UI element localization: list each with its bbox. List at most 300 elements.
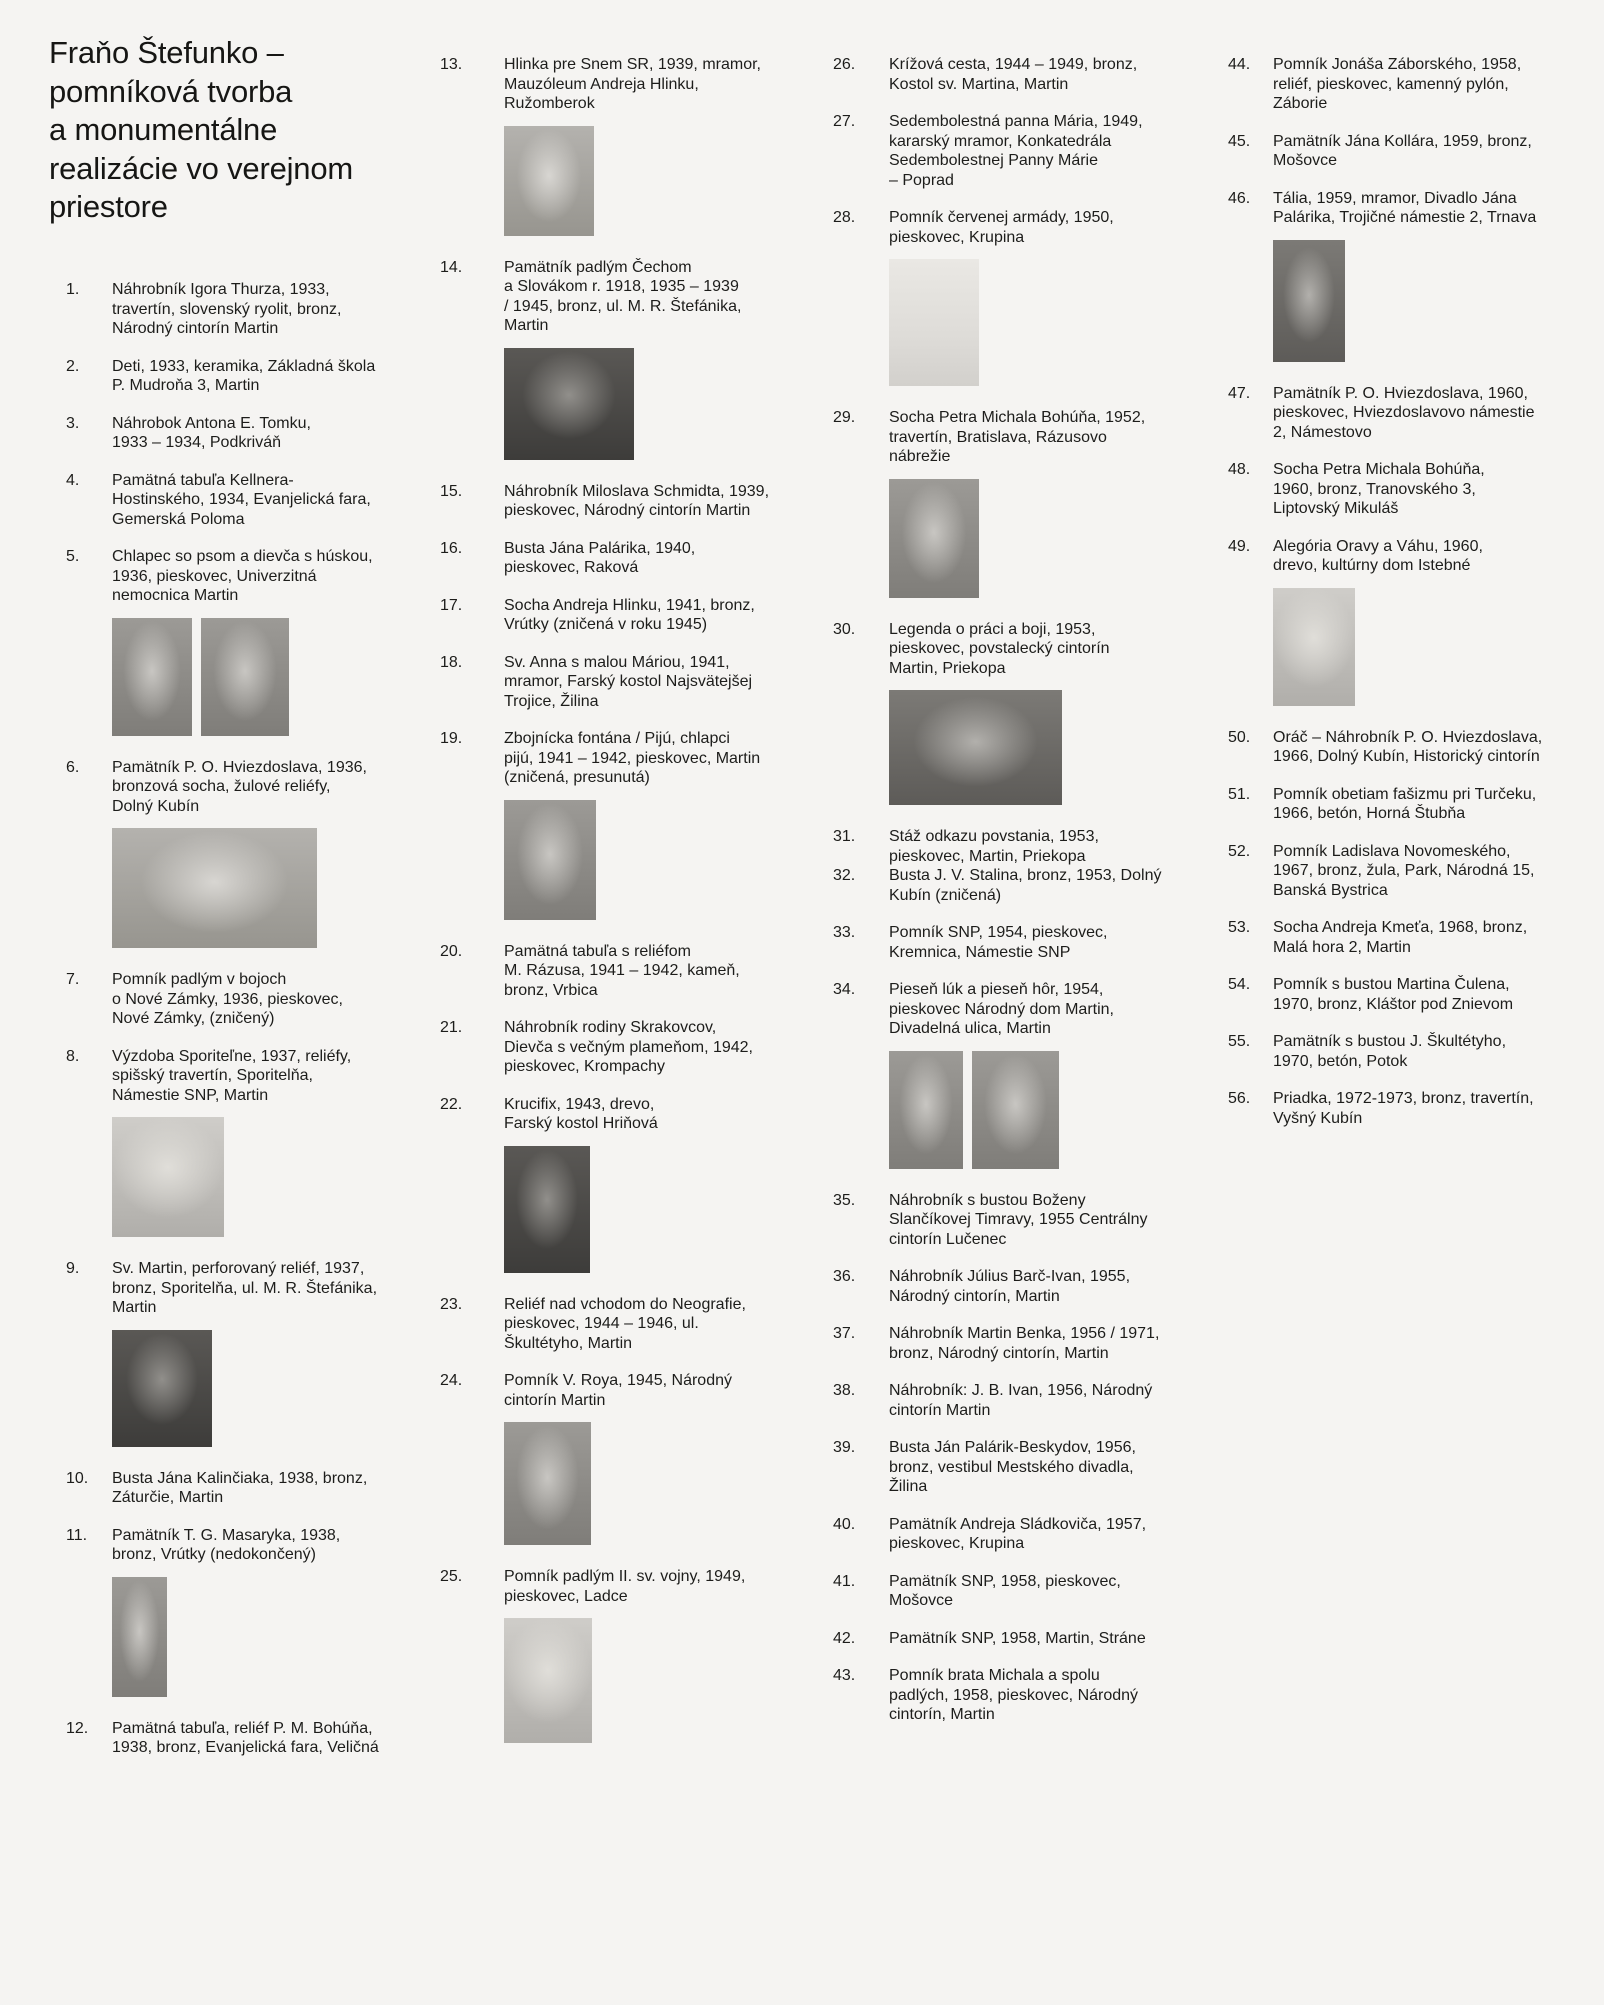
- entry-item: [833, 1629, 1185, 1649]
- sporitelna-relief-photo: [112, 1117, 224, 1237]
- entry-text-line: Sedembolestnej Panny Márie: [889, 152, 1099, 169]
- entry-photos: [112, 1330, 402, 1447]
- entry-number: 39.: [833, 1439, 856, 1456]
- entry-body: [889, 1324, 1185, 1363]
- page-title-line: realizácie vo verejnom: [49, 150, 354, 186]
- entry-item: [833, 1438, 1185, 1497]
- entry-text-line: nemocnica Martin: [112, 587, 239, 604]
- entry-text-line: M. Rázusa, 1941 – 1942, kameň,: [504, 962, 740, 979]
- entry-item: [1228, 785, 1578, 824]
- entry-number: 37.: [833, 1325, 856, 1342]
- entry-number: 3.: [66, 414, 80, 432]
- entry-item: [833, 1324, 1185, 1363]
- entry-body: [1273, 460, 1578, 519]
- entry-number: 13.: [440, 56, 463, 73]
- entry-text-line: mramor, Farský kostol Najsvätejšej: [504, 673, 753, 690]
- entry-number: 42.: [833, 1629, 856, 1647]
- entry-body: [504, 1371, 780, 1549]
- entry-item: [1228, 537, 1578, 710]
- entry-text-line: 1966, Dolný Kubín, Historický cintorín: [1273, 748, 1540, 765]
- entry-item: [833, 1381, 1185, 1420]
- entry-text-line: P. Mudroňa 3, Martin: [112, 377, 260, 394]
- entry-photos: [112, 618, 402, 736]
- entry-item: [66, 1719, 402, 1758]
- entry-text-line: Náhrobník Igora Thurza, 1933,: [112, 281, 330, 298]
- entry-number: 48.: [1228, 461, 1251, 478]
- entry-text-line: bronzová socha, žulové reliéfy,: [112, 778, 331, 795]
- ladce-monument-photo: [504, 1618, 592, 1743]
- entry-number: 33.: [833, 924, 856, 941]
- entry-body: [889, 208, 1185, 390]
- entry-number: 44.: [1228, 56, 1251, 73]
- red-army-monument-sketch-photo: [889, 259, 979, 386]
- entry-text-line: Národný cintorín Martin: [112, 320, 279, 337]
- entry-text-line: Pomník brata Michala a spolu: [889, 1667, 1100, 1684]
- entry-body: [889, 980, 1185, 1173]
- entry-number: 4.: [66, 471, 80, 489]
- entry-text-line: pieskovec, Krompachy: [504, 1058, 665, 1075]
- entry-text-line: Oráč – Náhrobník P. O. Hviezdoslava,: [1273, 728, 1543, 746]
- entry-body: [889, 866, 1185, 905]
- entry-item: [833, 55, 1185, 94]
- entry-text-line: Busta Ján Palárik-Beskydov, 1956,: [889, 1439, 1136, 1456]
- entry-body: [504, 942, 780, 1001]
- entry-item: [1228, 189, 1578, 366]
- entry-body: [889, 620, 1185, 810]
- entry-text-line: Náhrobok Antona E. Tomku,: [112, 414, 311, 432]
- entry-item: [66, 1047, 402, 1242]
- entry-number: 27.: [833, 113, 856, 130]
- entry-text-line: Pamätník s bustou J. Škultétyho,: [1273, 1033, 1507, 1050]
- entry-text-line: bronz, vestibul Mestského divadla,: [889, 1458, 1134, 1476]
- entry-text-line: nábrežie: [889, 448, 951, 465]
- entry-number: 15.: [440, 482, 463, 500]
- entry-photos: [504, 1422, 780, 1545]
- entry-text-line: cintorín Martin: [889, 1401, 991, 1419]
- entry-body: [504, 55, 780, 240]
- entry-text-line: Socha Petra Michala Bohúňa, 1952,: [889, 409, 1146, 426]
- entry-text-line: Záturčie, Martin: [112, 1489, 224, 1506]
- entry-photos: [112, 828, 402, 948]
- entry-item: [833, 620, 1185, 810]
- entry-text-line: Pamätná tabuľa, reliéf P. M. Bohúňa,: [112, 1719, 373, 1737]
- entry-item: [440, 729, 780, 924]
- entry-number: 38.: [833, 1382, 856, 1399]
- entry-text-line: Divadelná ulica, Martin: [889, 1020, 1051, 1037]
- page-title-line: priestore: [49, 189, 168, 224]
- entry-body: [112, 1469, 402, 1508]
- entry-item: [1228, 975, 1578, 1014]
- entry-text-line: Dolný Kubín: [112, 797, 200, 815]
- entry-number: 14.: [440, 258, 463, 276]
- talia-statue-photo: [1273, 240, 1345, 362]
- legenda-relief-photo: [889, 690, 1062, 805]
- entry-item: [66, 280, 402, 339]
- entry-number: 30.: [833, 620, 856, 638]
- entry-number: 41.: [833, 1572, 856, 1590]
- entry-photos: [889, 1051, 1185, 1169]
- entry-body: [889, 55, 1185, 94]
- dievca-s-huskou-photo: [201, 618, 289, 736]
- entry-body: [1273, 975, 1578, 1014]
- entry-photos: [504, 348, 780, 460]
- entry-item: [440, 596, 780, 635]
- entry-item: [440, 1295, 780, 1354]
- column-1: [66, 280, 402, 1776]
- entry-body: [504, 653, 780, 712]
- entry-number: 56.: [1228, 1090, 1251, 1107]
- entry-text-line: Socha Andreja Kmeťa, 1968, bronz,: [1273, 919, 1528, 936]
- entry-text-line: Pamätník P. O. Hviezdoslava, 1960,: [1273, 384, 1528, 402]
- entry-text-line: Pamätná tabuľa Kellnera-: [112, 471, 294, 489]
- hviezdoslav-monument-photo: [112, 828, 317, 948]
- entry-body: [889, 1629, 1185, 1649]
- entry-text-line: Priadka, 1972-1973, bronz, travertín,: [1273, 1090, 1534, 1107]
- entry-body: [889, 1515, 1185, 1554]
- entry-text-line: 1936, pieskovec, Univerzitná: [112, 567, 317, 585]
- bohun-statue-photo: [889, 479, 979, 598]
- entry-number: 16.: [440, 539, 463, 557]
- entry-text-line: Náhrobník Július Barč-Ivan, 1955,: [889, 1268, 1131, 1285]
- entry-body: [112, 471, 402, 530]
- entry-text-line: Náhrobník s bustou Boženy: [889, 1191, 1086, 1209]
- entry-item: [833, 1267, 1185, 1306]
- entry-text-line: Pomník SNP, 1954, pieskovec,: [889, 924, 1108, 941]
- entry-text-line: Liptovský Mikuláš: [1273, 500, 1399, 517]
- piesen-hor-photo: [972, 1051, 1059, 1169]
- entry-body: [889, 1267, 1185, 1306]
- entry-photos: [889, 690, 1185, 805]
- entry-item: [1228, 1032, 1578, 1071]
- page-title: [49, 34, 353, 227]
- entry-text-line: Mošovce: [1273, 152, 1338, 169]
- entry-number: 36.: [833, 1268, 856, 1285]
- entry-body: [889, 1381, 1185, 1420]
- entry-text-line: pieskovec, Krupina: [889, 1535, 1025, 1552]
- entry-number: 53.: [1228, 919, 1251, 936]
- entry-text-line: Nové Zámky, (zničený): [112, 1010, 275, 1027]
- entry-body: [1273, 918, 1578, 957]
- entry-body: [889, 1666, 1185, 1725]
- entry-text-line: – Poprad: [889, 171, 954, 189]
- entry-text-line: Výzdoba Sporiteľne, 1937, reliéfy,: [112, 1047, 352, 1065]
- entry-body: [504, 258, 780, 464]
- entry-number: 2.: [66, 357, 80, 375]
- entry-text-line: Zbojnícka fontána / Pijú, chlapci: [504, 730, 730, 747]
- entry-text-line: Dievča s večným plameňom, 1942,: [504, 1038, 753, 1056]
- entry-text-line: Kubín (zničená): [889, 886, 1002, 904]
- entry-item: [1228, 55, 1578, 114]
- entry-text-line: Mauzóleum Andreja Hlinku,: [504, 75, 699, 93]
- entry-body: [889, 827, 1185, 866]
- entry-body: [1273, 842, 1578, 901]
- entry-text-line: Pomník červenej armády, 1950,: [889, 209, 1114, 226]
- entry-number: 26.: [833, 56, 856, 73]
- entry-number: 34.: [833, 981, 856, 998]
- entry-text-line: 2, Námestovo: [1273, 423, 1372, 441]
- entry-body: [112, 280, 402, 339]
- entry-text-line: Pamätník T. G. Masaryka, 1938,: [112, 1526, 341, 1544]
- masaryk-statue-photo: [112, 1577, 167, 1697]
- entry-text-line: cintorín, Martin: [889, 1706, 995, 1723]
- entry-text-line: pieskovec, Martin, Priekopa: [889, 847, 1086, 865]
- entry-body: [504, 1018, 780, 1077]
- entry-text-line: Náhrobník Miloslava Schmidta, 1939,: [504, 482, 770, 500]
- entry-item: [1228, 918, 1578, 957]
- entry-text-line: Pamätník SNP, 1958, pieskovec,: [889, 1572, 1121, 1590]
- entry-item: [440, 1095, 780, 1277]
- entry-item: [440, 653, 780, 712]
- entry-text-line: Mošovce: [889, 1592, 954, 1609]
- entry-item: [440, 1371, 780, 1549]
- entry-number: 54.: [1228, 976, 1251, 993]
- column-3: [833, 55, 1185, 1743]
- entry-number: 9.: [66, 1260, 80, 1277]
- entry-text-line: Reliéf nad vchodom do Neografie,: [504, 1295, 746, 1313]
- entry-body: [504, 729, 780, 924]
- krucifix-photo: [504, 1146, 590, 1273]
- entry-body: [1273, 785, 1578, 824]
- entry-body: [889, 1191, 1185, 1250]
- entry-body: [112, 1047, 402, 1242]
- entry-text-line: pieskovec, Raková: [504, 559, 639, 576]
- entry-body: [1273, 537, 1578, 710]
- entry-text-line: cintorín Martin: [504, 1391, 606, 1409]
- page-title-line: Fraňo Štefunko –: [49, 35, 284, 70]
- entry-item: [833, 827, 1185, 866]
- entry-text-line: pieskovec, Krupina: [889, 228, 1025, 246]
- entry-text-line: Náhrobník: J. B. Ivan, 1956, Národný: [889, 1382, 1153, 1399]
- entry-item: [66, 1259, 402, 1451]
- entry-number: 18.: [440, 653, 463, 671]
- entry-text-line: bronz, Vrbica: [504, 981, 598, 999]
- entry-body: [504, 539, 780, 578]
- padlym-cechom-monument-photo: [504, 348, 634, 460]
- entry-text-line: bronz, Národný cintorín, Martin: [889, 1344, 1109, 1362]
- entry-text-line: Farský kostol Hriňová: [504, 1115, 658, 1132]
- entry-number: 46.: [1228, 189, 1251, 207]
- entry-text-line: Kremnica, Námestie SNP: [889, 943, 1071, 961]
- entry-number: 21.: [440, 1019, 463, 1036]
- entry-text-line: 1970, bronz, Kláštor pod Znievom: [1273, 995, 1514, 1013]
- entry-text-line: bronz, Vrútky (nedokončený): [112, 1546, 316, 1563]
- entry-number: 11.: [66, 1526, 88, 1544]
- entry-text-line: Pamätník P. O. Hviezdoslava, 1936,: [112, 758, 367, 776]
- entry-item: [1228, 460, 1578, 519]
- entry-body: [504, 596, 780, 635]
- entry-number: 24.: [440, 1372, 463, 1389]
- entry-text-line: Sedembolestná panna Mária, 1949,: [889, 113, 1143, 130]
- entry-body: [504, 1567, 780, 1747]
- entry-text-line: 1967, bronz, žula, Park, Národná 15,: [1273, 862, 1535, 879]
- entry-number: 40.: [833, 1515, 856, 1533]
- entry-text-line: 1966, betón, Horná Štubňa: [1273, 805, 1466, 822]
- entry-text-line: bronz, Sporitelňa, ul. M. R. Štefánika,: [112, 1279, 378, 1297]
- entry-item: [66, 547, 402, 740]
- column-2: [440, 55, 780, 1765]
- entry-text-line: Pomník V. Roya, 1945, Národný: [504, 1372, 732, 1389]
- entry-body: [889, 923, 1185, 962]
- entry-text-line: Malá hora 2, Martin: [1273, 938, 1411, 956]
- entry-number: 47.: [1228, 384, 1251, 402]
- entry-text-line: reliéf, pieskovec, kamenný pylón,: [1273, 75, 1509, 93]
- entry-photos: [889, 479, 1185, 598]
- entry-photos: [112, 1117, 402, 1237]
- entry-text-line: Krucifix, 1943, drevo,: [504, 1095, 655, 1113]
- piesen-luk-photo: [889, 1051, 963, 1169]
- entry-number: 7.: [66, 971, 80, 988]
- entry-text-line: 1960, bronz, Tranovského 3,: [1273, 480, 1476, 498]
- entry-text-line: Gemerská Poloma: [112, 510, 245, 528]
- entry-text-line: Palárika, Trojičné námestie 2, Trnava: [1273, 209, 1537, 226]
- entry-item: [833, 1515, 1185, 1554]
- entry-text-line: / 1945, bronz, ul. M. R. Štefánika,: [504, 297, 742, 315]
- entry-item: [66, 1469, 402, 1508]
- entry-item: [1228, 728, 1578, 767]
- entry-text-line: pieskovec Národný dom Martin,: [889, 1000, 1114, 1018]
- entry-number: 1.: [66, 281, 80, 298]
- entry-number: 20.: [440, 942, 463, 960]
- entry-text-line: Alegória Oravy a Váhu, 1960,: [1273, 537, 1483, 555]
- entry-number: 45.: [1228, 132, 1251, 150]
- entry-text-line: Deti, 1933, keramika, Základná škola: [112, 357, 376, 375]
- entry-text-line: Sv. Martin, perforovaný reliéf, 1937,: [112, 1260, 365, 1277]
- entry-item: [1228, 384, 1578, 443]
- entry-item: [833, 1191, 1185, 1250]
- entry-number: 50.: [1228, 728, 1251, 746]
- entry-text-line: 1938, bronz, Evanjelická fara, Veličná: [112, 1739, 379, 1756]
- entry-body: [504, 1295, 780, 1354]
- entry-body: [1273, 1032, 1578, 1071]
- entry-item: [833, 923, 1185, 962]
- entry-item: [66, 471, 402, 530]
- entry-photos: [504, 126, 780, 236]
- entry-item: [1228, 1089, 1578, 1128]
- entry-number: 55.: [1228, 1033, 1251, 1050]
- entry-text-line: Martin: [504, 317, 549, 334]
- entry-text-line: Socha Petra Michala Bohúňa,: [1273, 461, 1485, 478]
- entry-text-line: Slančíkovej Timravy, 1955 Centrálny: [889, 1211, 1148, 1228]
- entry-item: [440, 258, 780, 464]
- entry-text-line: pieskovec, Ladce: [504, 1587, 628, 1605]
- entry-item: [440, 482, 780, 521]
- alegoria-relief-photo: [1273, 588, 1355, 706]
- entry-text-line: travertín, Bratislava, Rázusovo: [889, 428, 1107, 446]
- entry-text-line: Záborie: [1273, 95, 1328, 112]
- entry-number: 22.: [440, 1095, 463, 1113]
- entry-body: [1273, 132, 1578, 171]
- sv-martin-relief-photo: [112, 1330, 212, 1447]
- entry-body: [889, 1572, 1185, 1611]
- column-4: [1228, 55, 1578, 1146]
- entry-text-line: Škultétyho, Martin: [504, 1334, 633, 1352]
- entry-text-line: Stáž odkazu povstania, 1953,: [889, 828, 1099, 845]
- entry-text-line: Pamätník SNP, 1958, Martin, Stráne: [889, 1629, 1146, 1647]
- entry-text-line: Pomník s bustou Martina Čulena,: [1273, 976, 1510, 993]
- entry-text-line: Námestie SNP, Martin: [112, 1086, 269, 1104]
- entry-text-line: Pomník obetiam fašizmu pri Turčeku,: [1273, 785, 1537, 803]
- entry-body: [112, 758, 402, 953]
- entry-item: [833, 866, 1185, 905]
- entry-item: [833, 1572, 1185, 1611]
- entry-item: [440, 1018, 780, 1077]
- entry-item: [66, 357, 402, 396]
- entry-text-line: Socha Andreja Hlinku, 1941, bronz,: [504, 596, 755, 614]
- entry-text-line: Pomník Ladislava Novomeského,: [1273, 842, 1511, 860]
- entry-body: [1273, 55, 1578, 114]
- entry-text-line: Busta Jána Kalinčiaka, 1938, bronz,: [112, 1469, 368, 1487]
- entry-text-line: Martin, Priekopa: [889, 659, 1006, 677]
- entry-text-line: Náhrobník rodiny Skrakovcov,: [504, 1019, 717, 1036]
- entry-number: 25.: [440, 1568, 463, 1585]
- entry-item: [66, 1526, 402, 1701]
- zbojnicka-fontana-photo: [504, 800, 596, 920]
- entry-item: [440, 1567, 780, 1747]
- entry-text-line: Busta Jána Palárika, 1940,: [504, 539, 696, 557]
- entry-item: [833, 980, 1185, 1173]
- entry-number: 12.: [66, 1719, 89, 1737]
- entry-text-line: Vyšný Kubín: [1273, 1109, 1363, 1127]
- page-title-line: a monumentálne: [49, 112, 278, 147]
- entry-text-line: Busta J. V. Stalina, bronz, 1953, Dolný: [889, 867, 1162, 884]
- entry-item: [1228, 842, 1578, 901]
- entry-photos: [112, 1577, 402, 1697]
- entry-number: 51.: [1228, 785, 1251, 803]
- entry-text-line: Trojice, Žilina: [504, 692, 599, 710]
- entry-text-line: cintorín Lučenec: [889, 1230, 1007, 1248]
- entry-text-line: (zničená, presunutá): [504, 769, 650, 786]
- entry-number: 6.: [66, 758, 80, 776]
- entry-text-line: pieskovec, 1944 – 1946, ul.: [504, 1315, 699, 1332]
- entry-text-line: Martin: [112, 1299, 157, 1316]
- entry-number: 43.: [833, 1667, 856, 1684]
- entry-photos: [504, 800, 780, 920]
- entry-text-line: Žilina: [889, 1478, 928, 1495]
- entry-body: [112, 547, 402, 740]
- entry-item: [833, 408, 1185, 602]
- entry-item: [833, 208, 1185, 390]
- entry-number: 19.: [440, 730, 463, 747]
- entry-text-line: Národný cintorín, Martin: [889, 1287, 1060, 1305]
- entry-body: [889, 408, 1185, 602]
- entry-item: [66, 758, 402, 953]
- entry-body: [112, 414, 402, 453]
- entry-text-line: Chlapec so psom a dievča s húskou,: [112, 548, 373, 565]
- entry-text-line: drevo, kultúrny dom Istebné: [1273, 557, 1471, 574]
- entry-number: 32.: [833, 867, 856, 884]
- entry-text-line: Vrútky (zničená v roku 1945): [504, 616, 708, 633]
- entry-photos: [504, 1618, 780, 1743]
- page-title-line: pomníková tvorba: [49, 73, 293, 109]
- entry-item: [66, 970, 402, 1029]
- entry-photos: [1273, 240, 1578, 362]
- entry-text-line: Pamätník padlým Čechom: [504, 258, 692, 276]
- entry-text-line: Hostinského, 1934, Evanjelická fara,: [112, 491, 371, 508]
- entry-photos: [1273, 588, 1578, 706]
- entry-body: [1273, 728, 1578, 767]
- entry-number: 28.: [833, 209, 856, 226]
- entry-item: [440, 539, 780, 578]
- entry-text-line: Kostol sv. Martina, Martin: [889, 75, 1069, 93]
- entry-text-line: kararský mramor, Konkatedrála: [889, 132, 1112, 150]
- entry-item: [1228, 132, 1578, 171]
- entry-text-line: Pomník padlým v bojoch: [112, 971, 287, 988]
- entry-number: 35.: [833, 1191, 856, 1209]
- roy-monument-photo: [504, 1422, 591, 1545]
- entry-number: 52.: [1228, 842, 1251, 860]
- entry-text-line: pieskovec, povstalecký cintorín: [889, 640, 1110, 657]
- entry-body: [112, 357, 402, 396]
